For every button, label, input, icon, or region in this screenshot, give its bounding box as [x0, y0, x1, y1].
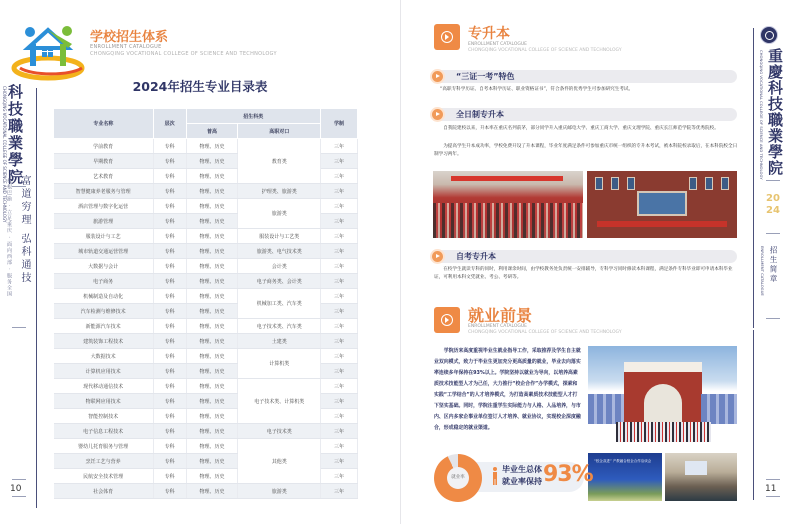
cell-general: 物理、历史 — [186, 289, 238, 304]
header-level: 层次 — [153, 109, 186, 139]
table-row — [54, 349, 358, 364]
school-emblem-icon — [760, 26, 778, 44]
lecture-hall-photo — [433, 171, 583, 238]
cell-duration: 三年 — [321, 379, 358, 394]
cell-general: 物理、历史 — [186, 214, 238, 229]
cell-general: 物理、历史 — [186, 379, 238, 394]
cell-duration: 三年 — [321, 439, 358, 454]
cell-general: 物理、历史 — [186, 484, 238, 499]
cell-vocational: 电子技术类 — [238, 424, 321, 439]
cell-level: 专科 — [153, 274, 186, 289]
cell-major: 计算机应用技术 — [54, 364, 154, 379]
cell-major: 早期教育 — [54, 154, 154, 169]
cell-level: 专科 — [153, 334, 186, 349]
stat-label: 毕业生总体 就业率保持 — [502, 465, 542, 486]
section-title: 专升本 — [468, 26, 510, 42]
cell-level: 专科 — [153, 394, 186, 409]
cell-vocational: 服装设计与工艺类 — [238, 229, 321, 244]
divider — [12, 327, 26, 328]
cell-general: 物理、历史 — [186, 259, 238, 274]
divider — [766, 233, 780, 234]
play-icon — [434, 24, 460, 50]
cell-vocational: 电子商务类、会计类 — [238, 274, 321, 289]
sidebar-chapter-en: ENROLLMENT CATALOGUE — [760, 246, 765, 296]
campus-building-photo — [587, 171, 737, 238]
subsection-header — [434, 108, 737, 121]
cell-general: 物理、历史 — [186, 349, 238, 364]
subsection-title: 自考专升本 — [456, 252, 496, 261]
table-row — [54, 274, 358, 289]
page-number: 11 — [765, 484, 777, 494]
cell-duration: 三年 — [321, 259, 358, 274]
cell-vocational: 旅游类、电气技术类 — [238, 244, 321, 259]
cell-general: 物理、历史 — [186, 409, 238, 424]
cell-general: 物理、历史 — [186, 304, 238, 319]
divider — [12, 496, 26, 497]
cell-level: 专科 — [153, 454, 186, 469]
cell-duration: 三年 — [321, 334, 358, 349]
cell-duration: 三年 — [321, 199, 358, 214]
header-category-group: 招生科类 — [186, 109, 321, 124]
cell-level: 专科 — [153, 424, 186, 439]
cell-level: 专科 — [153, 439, 186, 454]
cell-vocational: 旅游类 — [238, 484, 321, 499]
cell-duration: 三年 — [321, 274, 358, 289]
table-row — [54, 184, 358, 199]
cell-major: 智慧健康养老服务与管理 — [54, 184, 154, 199]
cell-vocational: 其他类 — [238, 439, 321, 484]
cell-major: 电子商务 — [54, 274, 154, 289]
paragraph: 在校学生就读专科的同时，利用课余时间，由学校教务处负责统一安排辅导，专科学习同时修读本科课程，满足条件专科毕业即可申请本科毕业证，可利用本科文凭就业、考公、考研等。 — [434, 267, 733, 280]
cell-duration: 三年 — [321, 409, 358, 424]
cell-major: 大数据技术 — [54, 349, 154, 364]
paragraph: “高职专科学历证、自考本科学历证、职业资格证书”，符合条件的优秀学生可参加研究生考试。 — [440, 87, 634, 92]
cell-general: 物理、历史 — [186, 199, 238, 214]
cell-general: 物理、历史 — [186, 154, 238, 169]
cell-level: 专科 — [153, 469, 186, 484]
cell-general: 物理、历史 — [186, 319, 238, 334]
cell-major: 建筑装饰工程技术 — [54, 334, 154, 349]
subsection-header — [434, 70, 737, 83]
cell-general: 物理、历史 — [186, 244, 238, 259]
cell-general: 物理、历史 — [186, 229, 238, 244]
employment-rate-donut-chart — [434, 454, 482, 502]
school-logo-icon — [10, 22, 90, 82]
cell-level: 专科 — [153, 229, 186, 244]
paragraph: 自我院建校以来，升本率在重庆名列前茅，部分同学升入重庆邮电大学、重庆工商大学、重庆文理学院、重庆长江师范学院等优秀院校。 — [443, 126, 719, 131]
cell-major: 婴幼儿托育服务与管理 — [54, 439, 154, 454]
table-row — [54, 379, 358, 394]
cell-level: 专科 — [153, 484, 186, 499]
cell-general: 物理、历史 — [186, 364, 238, 379]
play-icon — [430, 69, 445, 84]
campus-gate-photo — [588, 346, 737, 446]
play-icon — [430, 107, 445, 122]
cell-level: 专科 — [153, 304, 186, 319]
cell-major: 社会体育 — [54, 484, 154, 499]
divider — [766, 479, 780, 480]
table-row — [54, 484, 358, 499]
cell-general: 物理、历史 — [186, 439, 238, 454]
cell-major: 汽车检测与维修技术 — [54, 304, 154, 319]
cell-duration: 三年 — [321, 139, 358, 154]
table-row — [54, 244, 358, 259]
cell-duration: 三年 — [321, 154, 358, 169]
table-row — [54, 319, 358, 334]
cell-major: 学前教育 — [54, 139, 154, 154]
cell-duration: 三年 — [321, 364, 358, 379]
cell-major: 新能源汽车技术 — [54, 319, 154, 334]
cell-level: 专科 — [153, 409, 186, 424]
cell-level: 专科 — [153, 184, 186, 199]
cell-level: 专科 — [153, 214, 186, 229]
person-icon — [492, 467, 498, 485]
sidebar-motto: 富道穷理 弘科通技 — [19, 175, 30, 286]
sidebar-school-name: 科技職業學院 — [6, 84, 24, 186]
header-duration: 学制 — [321, 109, 358, 139]
cell-level: 专科 — [153, 349, 186, 364]
cell-major: 大数据与会计 — [54, 259, 154, 274]
cell-level: 专科 — [153, 289, 186, 304]
cell-major: 旅游管理 — [54, 214, 154, 229]
cell-duration: 三年 — [321, 394, 358, 409]
cell-duration: 三年 — [321, 214, 358, 229]
cell-level: 专科 — [153, 154, 186, 169]
cell-major: 酒店管理与数字化运营 — [54, 199, 154, 214]
table-row — [54, 289, 358, 304]
employment-paragraph: 学院历来高度重视毕业生就业指导工作，采取推荐及学生自主就业双向模式，致力于毕业生更加充分更高质量的就业，毕业去向落实率连续多年保持在93%以上。学院坚持以就业为导向，以培养高素质技术技能型人才为己任，大力推行“校企合作”办学模式，探索和实践“工学结合”的人才培养模式，为打造高素质技术技能型人才打下坚实基础。同时，学院注重学生实际能力与人格、人品培养，与市内、区内多家企事业单位签订人才培养、就业协议，实现校企深度融合，形成稳定的就业渠道。 — [434, 348, 581, 431]
divider — [766, 496, 780, 497]
play-icon — [434, 307, 460, 333]
cell-duration: 三年 — [321, 229, 358, 244]
table-row — [54, 139, 358, 154]
cell-level: 专科 — [153, 259, 186, 274]
table-title: 2024年招生专业目录表 — [132, 79, 268, 94]
sidebar-chapter: 招生简章 — [769, 246, 778, 284]
section-subtitle-college: CHONGQING VOCATIONAL COLLEGE OF SCIENCE AND TECHNOLOGY — [468, 48, 622, 53]
cell-duration: 三年 — [321, 304, 358, 319]
table-row — [54, 199, 358, 214]
cell-major: 物联网应用技术 — [54, 394, 154, 409]
subsection-title: “三证一考”特色 — [456, 72, 515, 81]
cell-general: 物理、历史 — [186, 454, 238, 469]
header-major: 专业名称 — [54, 109, 154, 139]
table-row — [54, 259, 358, 274]
sidebar-school-name: 重慶科技職業學院 — [766, 48, 784, 176]
section-subtitle-college: CHONGQING VOCATIONAL COLLEGE OF SCIENCE AND TECHNOLOGY — [468, 330, 622, 335]
cell-major: 现代移动通信技术 — [54, 379, 154, 394]
stat-value: 93% — [543, 462, 593, 487]
cell-vocational: 教育类 — [238, 139, 321, 184]
table-row — [54, 229, 358, 244]
conference-photo: “校企双进” 产教融合校企合作洽谈会 — [588, 453, 662, 501]
cell-general: 物理、历史 — [186, 274, 238, 289]
cell-vocational: 机械加工类、汽车类 — [238, 289, 321, 319]
page-number: 10 — [10, 484, 22, 494]
cell-duration: 三年 — [321, 244, 358, 259]
sidebar-school-name-en: CHONGQING VOCATIONAL COLLEGE OF SCIENCE AND TECHNOLOGY — [759, 50, 764, 180]
cell-duration: 三年 — [321, 454, 358, 469]
cell-general: 物理、历史 — [186, 469, 238, 484]
cell-vocational: 护理类、旅游类 — [238, 184, 321, 199]
cell-duration: 三年 — [321, 469, 358, 484]
cell-major: 智能控制技术 — [54, 409, 154, 424]
cell-level: 专科 — [153, 139, 186, 154]
cell-vocational: 计算机类 — [238, 349, 321, 379]
section-subtitle-en: ENROLLMENT CATALOGUE — [468, 42, 528, 47]
cell-level: 专科 — [153, 319, 186, 334]
play-icon — [430, 249, 445, 264]
divider — [766, 180, 780, 181]
major-catalog-table — [53, 108, 358, 499]
section-subtitle-college: CHONGQING VOCATIONAL COLLEGE OF SCIENCE AND TECHNOLOGY — [90, 51, 277, 57]
cell-general: 物理、历史 — [186, 394, 238, 409]
cell-major: 艺术教育 — [54, 169, 154, 184]
cell-level: 专科 — [153, 364, 186, 379]
cell-general: 物理、历史 — [186, 169, 238, 184]
cell-level: 专科 — [153, 244, 186, 259]
cell-duration: 三年 — [321, 424, 358, 439]
sidebar-school-name-en: CHONGQING VOCATIONAL COLLEGE OF SCIENCE AND TECHNOLOGY — [2, 86, 7, 223]
cell-duration: 三年 — [321, 169, 358, 184]
cell-vocational: 电子技术类、汽车类 — [238, 319, 321, 334]
table-row — [54, 439, 358, 454]
cell-duration: 三年 — [321, 349, 358, 364]
section-subtitle-en: ENROLLMENT CATALOGUE — [468, 324, 528, 329]
header-general: 普高 — [186, 124, 238, 139]
subsection-header — [434, 250, 737, 263]
sidebar-rule — [753, 28, 754, 328]
section-subtitle-en: ENROLLMENT CATALOGUE — [90, 44, 162, 50]
sidebar-rule — [753, 330, 754, 500]
cell-general: 物理、历史 — [186, 139, 238, 154]
cell-major: 城市轨道交通运营管理 — [54, 244, 154, 259]
header-vocational: 高职对口 — [238, 124, 321, 139]
cell-level: 专科 — [153, 379, 186, 394]
cell-level: 专科 — [153, 199, 186, 214]
subsection-title: 全日制专升本 — [456, 110, 504, 119]
meeting-photo — [665, 453, 737, 501]
cell-duration: 三年 — [321, 184, 358, 199]
divider — [12, 479, 26, 480]
cell-major: 烹饪工艺与营养 — [54, 454, 154, 469]
cell-vocational: 土建类 — [238, 334, 321, 349]
cell-general: 物理、历史 — [186, 424, 238, 439]
donut-label: 就业率 — [451, 475, 465, 480]
cell-major: 民航安全技术管理 — [54, 469, 154, 484]
cell-level: 专科 — [153, 169, 186, 184]
cell-major: 电子信息工程技术 — [54, 424, 154, 439]
cell-major: 服装设计与工艺 — [54, 229, 154, 244]
table-row — [54, 424, 358, 439]
sidebar-rule — [36, 88, 37, 508]
sidebar-year: 20 24 — [766, 193, 780, 216]
divider — [766, 318, 780, 319]
cell-duration: 三年 — [321, 289, 358, 304]
section-title: 就业前景 — [468, 306, 533, 325]
cell-general: 物理、历史 — [186, 184, 238, 199]
page-spine — [400, 0, 401, 524]
cell-major: 机械制造及自动化 — [54, 289, 154, 304]
cell-general: 物理、历史 — [186, 334, 238, 349]
cell-vocational: 会计类 — [238, 259, 321, 274]
cell-vocational: 旅游类 — [238, 199, 321, 229]
paragraph: 为提高学生升本成功率，学校免费开设了升本课程，毕业年度满足条件可参加重庆市统一组织的专升本考试，被本科院校录取后，在本科院校全日制学习两年。 — [434, 144, 738, 157]
cell-duration: 三年 — [321, 484, 358, 499]
section-title: 学校招生体系 — [90, 30, 169, 45]
cell-duration: 三年 — [321, 319, 358, 334]
table-row — [54, 334, 358, 349]
cell-vocational: 电子技术类、计算机类 — [238, 379, 321, 424]
sidebar-motto-small: 札根巴渝 · 立足重庆 · 面向西部 · 服务全国 — [6, 178, 12, 298]
